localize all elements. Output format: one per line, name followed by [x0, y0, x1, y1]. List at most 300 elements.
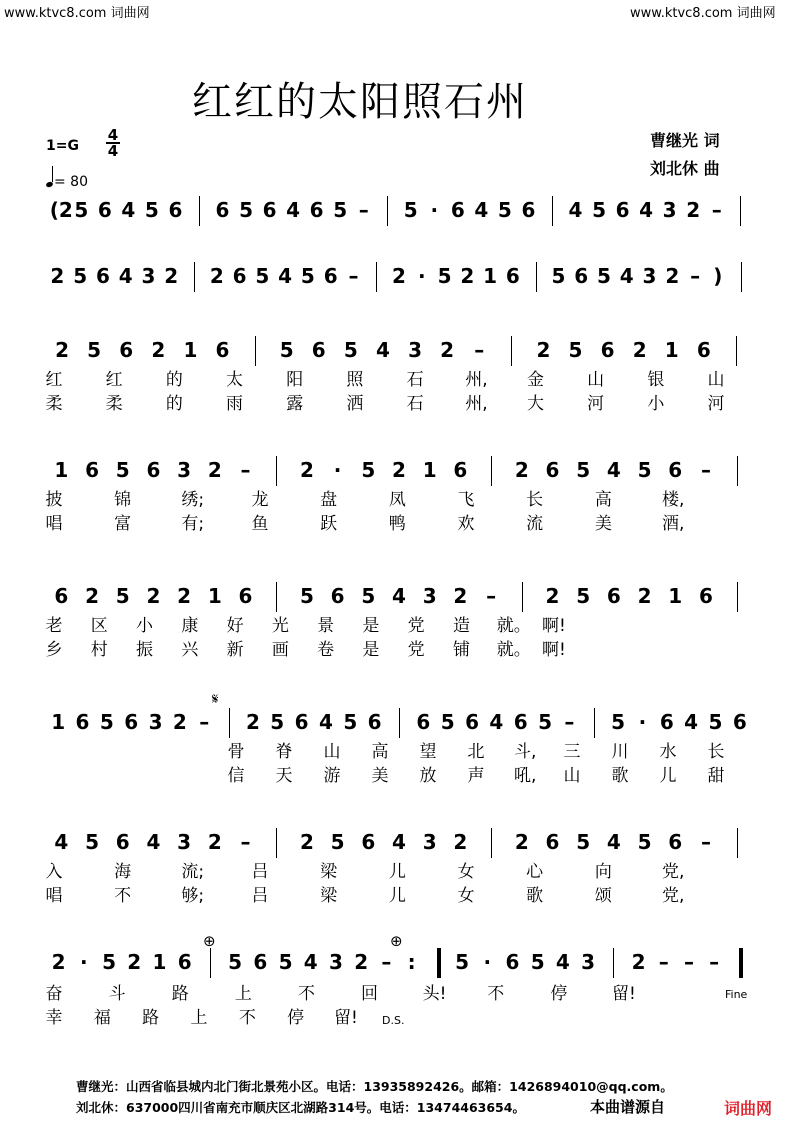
note: 6: [168, 198, 183, 222]
note: 6: [311, 338, 326, 362]
lyric-char: 柔: [45, 394, 63, 414]
lyric-char: 的: [165, 394, 183, 414]
lyric-char: 歌: [611, 766, 629, 786]
note: 6: [294, 710, 309, 734]
lyric-char: 小: [136, 616, 154, 636]
lyric-char: 是: [362, 640, 380, 660]
lyric-char: 不: [297, 984, 315, 1004]
lyric-char: 海: [114, 862, 132, 882]
note: 5: [538, 710, 553, 734]
note: 2: [514, 830, 529, 854]
lyric-char: 红: [105, 370, 123, 390]
note: 6: [668, 458, 683, 482]
note: 5: [99, 710, 114, 734]
segno-icon: 𝄋: [212, 690, 219, 708]
note: 6: [521, 198, 536, 222]
lyric-char: 画: [271, 640, 289, 660]
note: 6: [177, 950, 192, 974]
bar-line: [491, 456, 492, 486]
lyric-char: 区: [90, 616, 108, 636]
lyric-char: 山: [563, 766, 581, 786]
lyric-char: 颂: [594, 886, 612, 906]
note: 1: [422, 458, 437, 482]
note: 2: [299, 830, 314, 854]
lyric-char: 福: [93, 1008, 111, 1028]
lyric-char: 女: [457, 862, 475, 882]
lyric-char: 北: [467, 742, 485, 762]
note: 6: [232, 264, 247, 288]
note: –: [240, 458, 251, 482]
lyric-char: 路: [171, 984, 189, 1004]
note: 6: [85, 458, 99, 482]
note: 3: [581, 950, 596, 974]
lyric-char: 美: [371, 766, 389, 786]
lyric-char: 天: [275, 766, 293, 786]
note: –: [486, 584, 497, 608]
lyric-char: 盘: [320, 490, 338, 510]
note: 2: [392, 264, 406, 288]
note: ·: [430, 198, 439, 222]
note: 5: [330, 830, 345, 854]
note: 5: [568, 338, 583, 362]
note: 2: [177, 584, 192, 608]
note: :: [407, 950, 416, 974]
lyric-char: 山: [587, 370, 605, 390]
lyric-char: 长: [707, 742, 725, 762]
note: ·: [333, 458, 342, 482]
note: 5: [343, 338, 358, 362]
note: 2: [545, 584, 560, 608]
lyric-char: 村: [90, 640, 108, 660]
lyric-char: 雨: [226, 394, 244, 414]
lyric-char: 骨: [227, 742, 245, 762]
lyric-char: 绣;: [181, 490, 205, 510]
note: 2: [151, 338, 166, 362]
note: 6: [732, 710, 747, 734]
note: 2: [514, 458, 529, 482]
note: 3: [328, 950, 343, 974]
bar-line: [276, 582, 277, 612]
note: 6: [465, 710, 479, 734]
note: 5: [343, 710, 358, 734]
lyric-char: 党: [407, 640, 425, 660]
bar-line: [536, 262, 537, 292]
note: 1: [207, 584, 222, 608]
lyric-char: 留!: [334, 1008, 358, 1028]
note: 2: [50, 264, 65, 288]
note: 5: [115, 458, 130, 482]
lyric-char: 鸭: [388, 514, 406, 534]
lyric-char: 金: [526, 370, 544, 390]
lyric-char: 阳: [286, 370, 304, 390]
lyric-char: 游: [323, 766, 341, 786]
note: 2: [127, 950, 142, 974]
note: 5: [270, 710, 285, 734]
lyric-char: 就。: [496, 640, 531, 660]
lyric-char: 脊: [275, 742, 293, 762]
note: 2: [686, 198, 701, 222]
note: –: [711, 198, 722, 222]
note: 3: [141, 264, 156, 288]
lyric-char: 酒,: [662, 514, 685, 534]
lyric-char: 露: [286, 394, 304, 414]
note: 3: [422, 830, 437, 854]
fine-mark: Fine: [725, 988, 748, 1001]
lyric-char: 幸: [45, 1008, 63, 1028]
note: –: [199, 710, 210, 734]
note: 5: [530, 950, 545, 974]
note: 5: [403, 198, 418, 222]
bar-line: [736, 336, 737, 366]
note: 3: [662, 198, 677, 222]
lyric-char: 啊!: [542, 616, 566, 636]
coda-icon-2: ⊕: [390, 932, 403, 950]
lyric-char: 锦: [114, 490, 132, 510]
note: 6: [124, 710, 139, 734]
note: ·: [483, 950, 492, 974]
lyric-char: 唱: [45, 514, 63, 534]
note: 4: [278, 264, 293, 288]
watermark-right: www.ktvc8.com 词曲网: [630, 6, 776, 21]
note: 6: [696, 338, 711, 362]
note: 2: [453, 830, 468, 854]
lyric-char: 回: [361, 984, 379, 1004]
note: 2: [536, 338, 551, 362]
note: 2: [245, 710, 260, 734]
note: 5: [87, 338, 102, 362]
note: 6: [659, 710, 674, 734]
note: 4: [286, 198, 301, 222]
note: 2: [665, 264, 680, 288]
lyric-char: 振: [136, 640, 154, 660]
bar-line: [613, 948, 614, 978]
note: 6: [513, 710, 528, 734]
note: 2: [172, 710, 187, 734]
note: 6: [95, 264, 110, 288]
lyric-char: 斗,: [514, 742, 537, 762]
note: 1: [51, 710, 66, 734]
note: 6: [115, 830, 130, 854]
lyric-char: 儿: [659, 766, 677, 786]
bar-line: [737, 828, 738, 858]
lyric-char: 照: [346, 370, 364, 390]
note: 1: [152, 950, 167, 974]
lyric-char: 卷: [317, 640, 335, 660]
note: 3: [422, 584, 437, 608]
coda-icon: ⊕: [203, 932, 216, 950]
footer-lyricist-contact: 曹继光：山西省临县城内北门街北景苑小区。电话：13935892426。邮箱：1426894010@qq.com。: [76, 1079, 673, 1094]
note: 5: [333, 198, 348, 222]
lyric-char: 吕: [251, 886, 269, 906]
note: 5: [74, 198, 89, 222]
lyric-char: 够;: [181, 886, 205, 906]
note: 2: [392, 458, 406, 482]
note: 6: [367, 710, 382, 734]
lyric-char: 美: [594, 514, 612, 534]
lyric-char: 奋: [45, 984, 63, 1004]
lyric-char: 飞: [457, 490, 475, 510]
tempo-mark: = 80: [46, 170, 88, 190]
note: 6: [615, 198, 630, 222]
note: 4: [606, 830, 621, 854]
note: 5: [592, 198, 606, 222]
lyric-char: 歌: [526, 886, 544, 906]
composer-credit: 刘北休 曲: [650, 159, 720, 178]
footer-composer-contact: 刘北休：637000四川省南充市顺庆区北湖路314号。电话：13474463654。: [76, 1100, 525, 1115]
lyric-char: 新: [226, 640, 244, 660]
bar-line: [739, 948, 743, 978]
note: 6: [75, 710, 90, 734]
note: ): [713, 264, 723, 288]
lyric-char: 石: [406, 370, 424, 390]
bar-line: [194, 262, 195, 292]
note: 6: [505, 264, 520, 288]
note: 3: [148, 710, 163, 734]
lyric-char: 景: [317, 616, 335, 636]
note: 4: [375, 338, 390, 362]
note: 5: [440, 710, 455, 734]
note: 6: [323, 264, 338, 288]
bar-line: [276, 456, 277, 486]
lyric-char: 是: [362, 616, 380, 636]
lyric-char: 女: [457, 886, 475, 906]
note: 4: [489, 710, 504, 734]
lyric-char: 不: [487, 984, 505, 1004]
lyric-char: 头!: [422, 984, 447, 1004]
note: 2: [55, 338, 69, 362]
note: 5: [576, 584, 591, 608]
note: –: [348, 264, 359, 288]
note: 6: [545, 830, 560, 854]
bar-line: [737, 582, 738, 612]
note: 5: [596, 264, 611, 288]
note: 2: [207, 830, 222, 854]
note: ·: [638, 710, 647, 734]
note: –: [358, 198, 369, 222]
bar-line: [552, 196, 553, 226]
note: 2: [632, 338, 647, 362]
lyric-char: 小: [647, 394, 665, 414]
lyric-char: 铺: [452, 640, 470, 660]
note: 5: [255, 264, 270, 288]
note: 4: [606, 458, 621, 482]
note: 5: [85, 830, 99, 854]
note: 6: [262, 198, 277, 222]
note: 4: [474, 198, 489, 222]
lyric-char: 康: [181, 616, 199, 636]
lyric-char: 乡: [45, 640, 63, 660]
note: 3: [408, 338, 422, 362]
note: 6: [574, 264, 589, 288]
lyric-char: 的: [165, 370, 183, 390]
note: 4: [303, 950, 318, 974]
lyric-char: 党,: [662, 862, 685, 882]
note: 6: [97, 198, 112, 222]
bar-line: [210, 948, 211, 978]
lyric-char: 梁: [320, 886, 338, 906]
note: 6: [119, 338, 134, 362]
lyric-char: 梁: [320, 862, 338, 882]
lyric-char: 斗: [108, 984, 126, 1004]
lyric-char: 信: [227, 766, 245, 786]
lyric-char: 吕: [251, 862, 269, 882]
lyric-char: 有;: [181, 514, 205, 534]
lyric-char: 太: [226, 370, 244, 390]
lyric-char: 凤: [388, 490, 406, 510]
note: 4: [619, 264, 634, 288]
note: 5: [73, 264, 88, 288]
lyric-char: 跃: [320, 514, 338, 534]
lyric-char: 披: [45, 490, 63, 510]
watermark-left: www.ktvc8.com 词曲网: [4, 6, 150, 21]
note: 6: [253, 950, 268, 974]
note: –: [564, 710, 575, 734]
lyric-char: 望: [419, 742, 437, 762]
bar-line: [229, 708, 230, 738]
lyric-char: 甜: [707, 766, 725, 786]
lyric-char: 路: [142, 1008, 160, 1028]
lyric-char: 党: [407, 616, 425, 636]
lyric-char: 富: [114, 514, 132, 534]
note: 1: [54, 458, 69, 482]
note: 6: [668, 830, 683, 854]
lyric-char: 停: [287, 1008, 305, 1028]
note: 5: [144, 198, 159, 222]
bar-line: [376, 262, 377, 292]
lyric-char: 吼,: [514, 766, 537, 786]
bar-line: [199, 196, 200, 226]
lyric-char: 长: [526, 490, 544, 510]
note: (2: [49, 198, 73, 222]
bar-line: [740, 196, 741, 226]
note: –: [381, 950, 392, 974]
note: –: [240, 830, 251, 854]
bar-line: [594, 708, 595, 738]
note: 6: [416, 710, 431, 734]
note: –: [690, 264, 701, 288]
lyric-char: 留!: [612, 984, 636, 1004]
note: 5: [228, 950, 243, 974]
lyric-char: 欢: [457, 514, 475, 534]
bar-line: [511, 336, 512, 366]
note: 2: [460, 264, 475, 288]
lyric-char: 放: [419, 766, 437, 786]
lyric-char: 好: [226, 616, 244, 636]
lyric-char: 儿: [388, 886, 406, 906]
note: 5: [279, 338, 294, 362]
lyric-char: 楼,: [662, 490, 685, 510]
note: 6: [453, 458, 468, 482]
note: 2: [146, 584, 161, 608]
note: –: [658, 950, 669, 974]
note: –: [683, 950, 694, 974]
bar-line: [399, 708, 400, 738]
note: 5: [497, 198, 512, 222]
note: 4: [121, 198, 136, 222]
note: 6: [606, 584, 621, 608]
note: 5: [361, 584, 376, 608]
lyric-char: 高: [371, 742, 389, 762]
lyric-char: 鱼: [251, 514, 269, 534]
lyric-char: 龙: [251, 490, 269, 510]
lyric-char: 州,: [465, 394, 488, 414]
note: 5: [102, 950, 116, 974]
note: 5: [637, 458, 652, 482]
note: 5: [576, 830, 591, 854]
note: 6: [600, 338, 615, 362]
note: 2: [354, 950, 369, 974]
lyric-char: 山: [707, 370, 725, 390]
note: 1: [668, 584, 683, 608]
bar-line: [437, 948, 441, 978]
lyric-char: 党,: [662, 886, 685, 906]
lyric-char: 石: [406, 394, 424, 414]
lyric-char: 高: [594, 490, 612, 510]
note: 2: [637, 584, 652, 608]
note: 5: [437, 264, 452, 288]
lyric-char: 停: [550, 984, 568, 1004]
lyric-char: 唱: [45, 886, 63, 906]
note: 2: [299, 458, 314, 482]
note: 4: [684, 710, 699, 734]
note: 5: [361, 458, 376, 482]
lyric-char: 河: [707, 394, 725, 414]
lyric-char: 声: [467, 766, 485, 786]
note: 6: [309, 198, 324, 222]
time-signature: $\frac{4}{4}$: [107, 126, 119, 160]
note: 5: [708, 710, 723, 734]
note: 6: [505, 950, 520, 974]
note: –: [700, 830, 711, 854]
lyric-char: 心: [526, 862, 544, 882]
lyricist-credit: 曹继光 词: [650, 131, 720, 150]
lyric-char: 流: [526, 514, 544, 534]
note: 4: [146, 830, 161, 854]
note: 2: [631, 950, 646, 974]
note: 5: [637, 830, 652, 854]
note: 6: [146, 458, 161, 482]
lyric-char: 向: [594, 862, 612, 882]
note: 6: [361, 830, 376, 854]
bar-line: [491, 828, 492, 858]
note: 3: [177, 458, 192, 482]
lyric-char: 兴: [181, 640, 199, 660]
note: 1: [664, 338, 679, 362]
lyric-char: 流;: [181, 862, 205, 882]
lyric-char: 光: [271, 616, 289, 636]
note: ·: [417, 264, 426, 288]
note: 6: [215, 338, 230, 362]
lyric-char: 山: [323, 742, 341, 762]
lyric-char: 大: [526, 394, 544, 414]
note: 2: [453, 584, 468, 608]
source-stamp: 本曲谱源自: [590, 1098, 666, 1116]
note: 1: [183, 338, 198, 362]
lyric-char: 三: [563, 742, 581, 762]
note: 3: [177, 830, 192, 854]
note: 5: [611, 710, 626, 734]
note: 6: [238, 584, 253, 608]
lyric-char: 就。: [496, 616, 531, 636]
bar-line: [741, 262, 742, 292]
note: 4: [118, 264, 133, 288]
bar-line: [737, 456, 738, 486]
note: 6: [330, 584, 345, 608]
note: 6: [450, 198, 465, 222]
lyric-char: 河: [587, 394, 605, 414]
note: 5: [115, 584, 130, 608]
lyric-char: 不: [238, 1008, 256, 1028]
